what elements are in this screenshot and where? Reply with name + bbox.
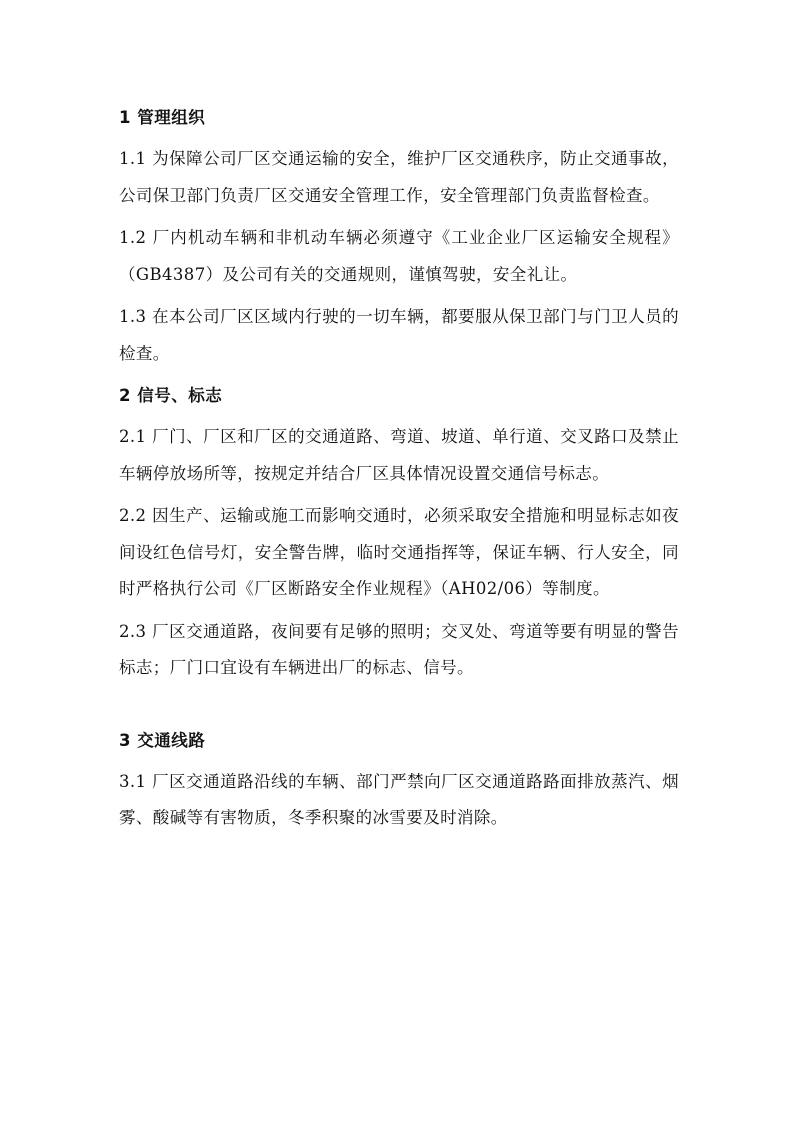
paragraph-2-1: 2.1 厂门、厂区和厂区的交通道路、弯道、坡道、单行道、交叉路口及禁止车辆停放场所等，按规定并结合厂区具体情况设置交通信号标志。 <box>119 427 679 483</box>
paragraph-3-1: 3.1 厂区交通道路沿线的车辆、部门严禁向厂区交通道路路面排放蒸汽、烟雾、酸碱等有害物质，冬季积聚的冰雪要及时消除。 <box>119 771 679 827</box>
paragraph-2-3: 2.3 厂区交通道路，夜间要有足够的照明；交叉处、弯道等要有明显的警告标志；厂门口宜设有车辆进出厂的标志、信号。 <box>119 621 679 677</box>
section-heading-2: 2 信号、标志 <box>119 386 223 405</box>
section-heading-1: 1 管理组织 <box>119 108 206 127</box>
section-spacer <box>119 693 679 723</box>
paragraph-1-2: 1.2 厂内机动车辆和非机动车辆必须遵守《工业企业厂区运输安全规程》（GB4387）及公司有关的交通规则，谨慎驾驶，安全礼让。 <box>119 228 679 284</box>
paragraph-2-2: 2.2 因生产、运输或施工而影响交通时，必须采取安全措施和明显标志如夜间设红色信号灯，安全警告牌，临时交通指挥等，保证车辆、行人安全，同时严格执行公司《厂区断路安全作业规程》（AH02/06）等制度。 <box>119 506 679 598</box>
paragraph-1-3: 1.3 在本公司厂区区域内行驶的一切车辆，都要服从保卫部门与门卫人员的检查。 <box>119 307 679 363</box>
section-heading-3: 3 交通线路 <box>119 730 206 750</box>
paragraph-1-1: 1.1 为保障公司厂区交通运输的安全，维护厂区交通秩序，防止交通事故，公司保卫部门负责厂区交通安全管理工作，安全管理部门负责监督检查。 <box>119 149 679 205</box>
document-body <box>119 100 679 843</box>
